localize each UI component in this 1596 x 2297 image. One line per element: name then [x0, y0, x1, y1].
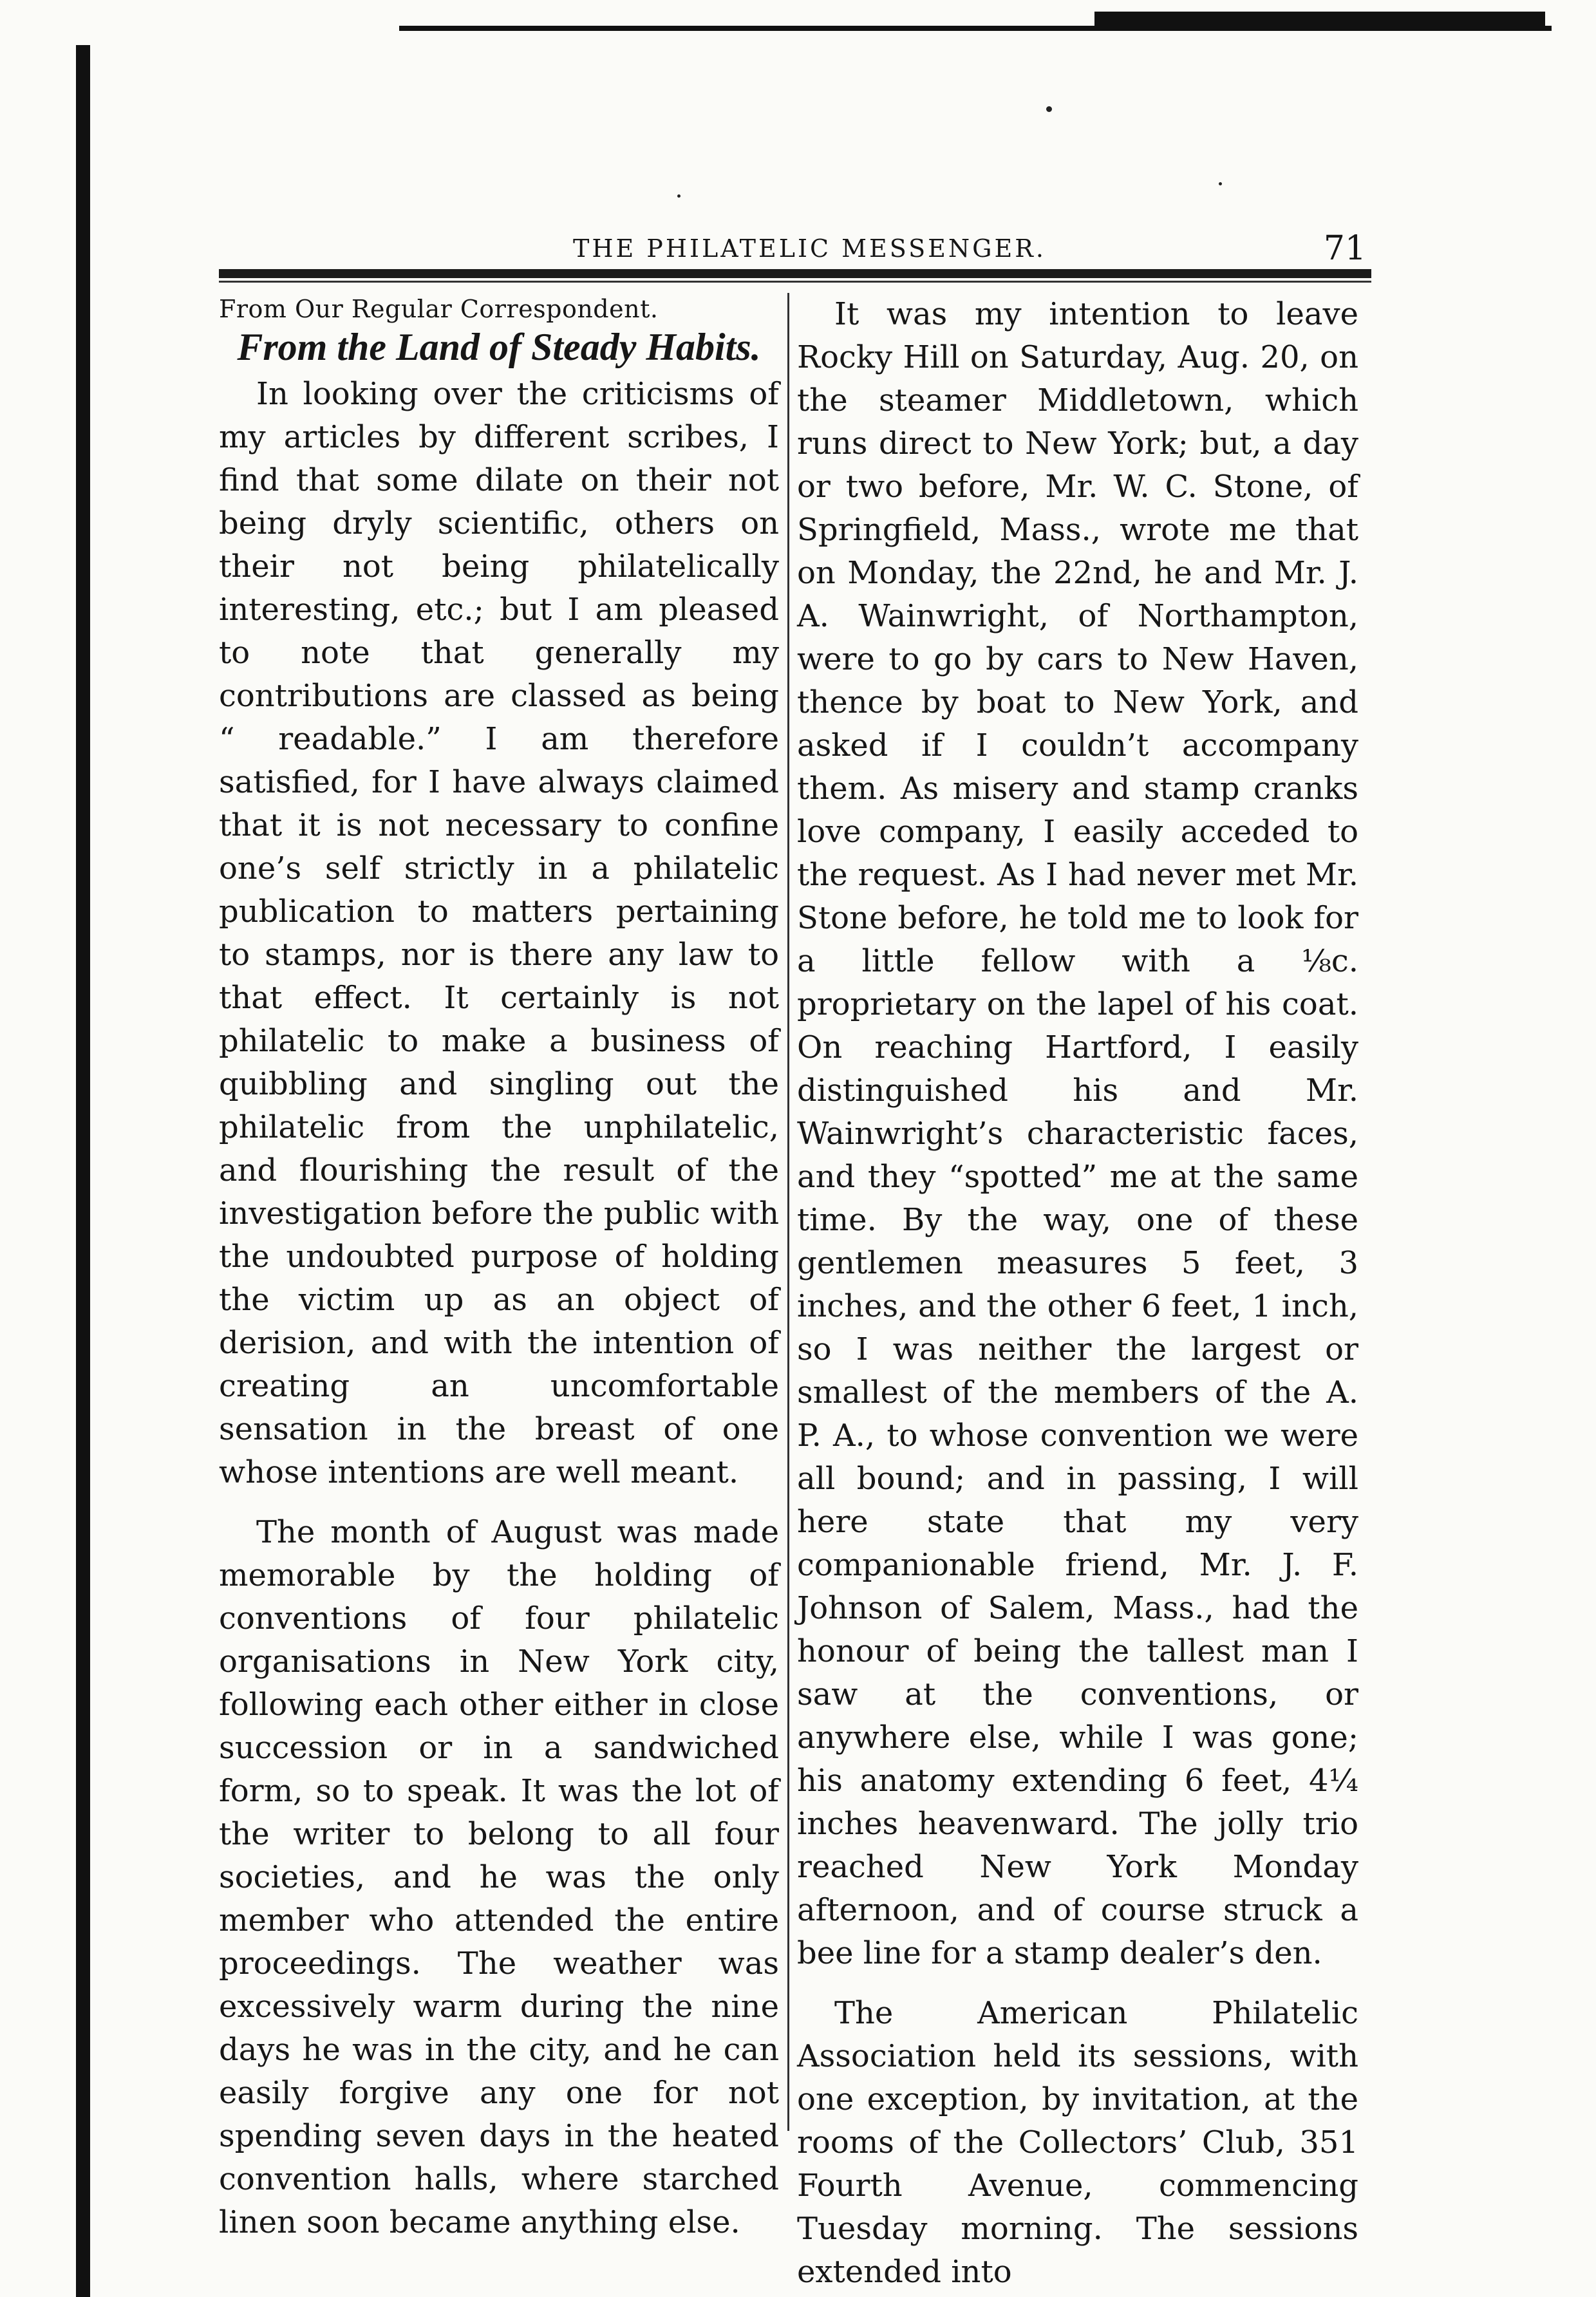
paragraph: In looking over the criticisms of my articles by different scribes, I find that some dilate on their not being dryly scientific, others on their not being philatelically interesting, etc.; but I am pleased to note that generally my contributions are classed as being “ readable.” I am therefore satisfied, for I have always claimed that it is not necessary to confine one’s self strictly in a philatelic publication to matters pertaining to stamps, nor is there any law to that effect. It certainly is not philatelic to make a business of quibbling and singling out the philatelic from the unphilatelic, and flourishing the result of the investigation before the public with the undoubted purpose of holding the victim up as an object of derision, and with the intention of creating an uncomfortable sensation in the breast of one whose intentions are well meant.	[219, 376, 779, 1490]
running-title: THE PHILATELIC MESSENGER.	[573, 234, 1046, 263]
left-column	[219, 293, 779, 2244]
scan-left-edge	[76, 45, 90, 2297]
byline: From Our Regular Correspondent.	[219, 295, 659, 323]
scan-speck	[1046, 106, 1052, 112]
paragraph: It was my intention to leave Rocky Hill on Saturday, Aug. 20, on the steamer Middletown, which runs direct to New York; but, a day or two before, Mr. W. C. Stone, of Springfield, Mass., wrote me that on Monday, the 22nd, he and Mr. J. A. Wainwright, of Northampton, were to go by cars to New Haven, thence by boat to New York, and asked if I couldn’t accompany them. As misery and stamp cranks love company, I easily acceded to the request. As I had never met Mr. Stone before, he told me to look for a little fellow with a ⅛c. proprietary on the lapel of his coat. On reaching Hartford, I easily distinguished his and Mr. Wainwright’s characteristic faces, and they “spotted” me at the same time. By the way, one of these gentlemen measures 5 feet, 3 inches, and the other 6 feet, 1 inch, so I was neither the largest or smallest of the members of the A. P. A., to whose convention we were all bound; and in passing, I will here state that my very companionable friend, Mr. J. F. Johnson of Salem, Mass., had the honour of being the tallest man I saw at the conventions, or anywhere else, while I was gone; his anatomy extending 6 feet, 4¼ inches heavenward. The jolly trio reached New York Monday afternoon, and of course struck a bee line for a stamp dealer’s den.	[797, 296, 1358, 1971]
article-title: From the Land of Steady Habits.	[237, 326, 761, 368]
paragraph: The month of August was made memorable by the holding of conventions of four philatelic organisations in New York city, following each other either in close succession or in a sandwiched form, so to speak. It was the lot of the writer to belong to all four societies, and he was the only member who attended the entire proceedings. The weather was excessively warm during the nine days he was in the city, and he can easily forgive any one for not spending seven days in the heated convention halls, where starched linen soon became anything else.	[219, 1514, 779, 2240]
page-header	[219, 229, 1371, 272]
header-rule-thin	[219, 281, 1371, 283]
scan-speck	[1219, 182, 1222, 185]
scan-top-rule-heavy	[1094, 12, 1545, 30]
header-rule	[219, 269, 1371, 278]
scan-speck	[677, 194, 681, 198]
page-number: 71	[1323, 229, 1366, 268]
right-column	[797, 293, 1358, 2294]
column-divider	[787, 293, 789, 2131]
paragraph: The American Philatelic Association held its sessions, with one exception, by invitation, at the rooms of the Collectors’ Club, 351 Fourth Avenue, commencing Tuesday morning. The sessions extended into	[797, 1995, 1358, 2290]
